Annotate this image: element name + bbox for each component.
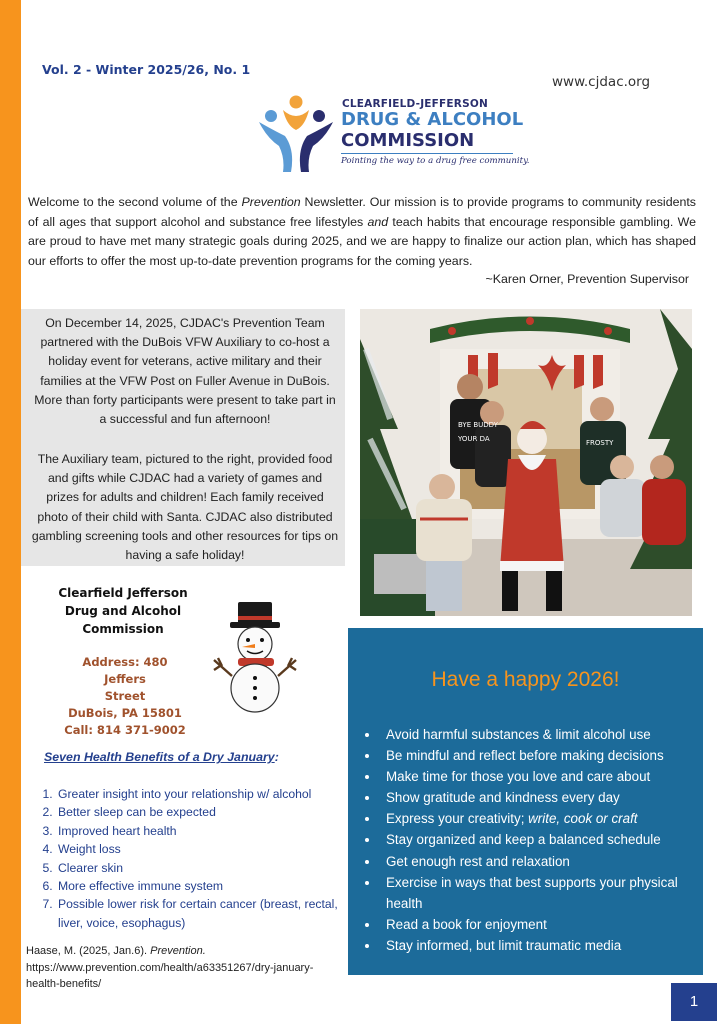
contact-phone[interactable]: Call: 814 371-9002 [64,723,186,737]
citation [26,943,346,993]
tip-item: • Get enough rest and relaxation [380,851,710,872]
contact-name-line1: Clearfield Jefferson [58,586,188,600]
shirt-text-3: FROSTY [586,439,614,447]
address-line1: Address: 480 Jeffers [82,655,168,686]
benefit-item: 2. Better sleep can be expected [56,803,346,821]
tip-item: • Stay organized and keep a balanced schedule [380,829,710,850]
logo-org-line3: COMMISSION [341,130,475,151]
logo-tagline: Pointing the way to a drug free community. [341,156,530,166]
group-photo-with-santa [360,309,692,616]
contact-name-line2: Drug and Alcohol [64,604,182,618]
tips-list [362,724,710,956]
cjdac-logo [255,92,530,174]
contact-org-name [48,584,198,638]
snowman-icon [210,600,302,715]
people-logo-icon [255,92,337,174]
intro-text-1: Welcome to the second volume of the [28,195,242,209]
contact-address [60,654,190,739]
citation-url[interactable]: https://www.prevention.com/health/a63351267/dry-january-health-benefits/ [26,961,314,990]
tip-item: • Show gratitude and kindness every day [380,787,710,808]
tip-creativity-text: Express your creativity; [386,811,529,827]
intro-text-3: teach habits that encourage responsible gambling. We are proud to have met many strategic goals during 2025, and we are happy to finalize our action plan, which has shaped our efforts to offer the most up-to-date prevention programs for the coming years. [28,214,696,268]
new-year-title: Have a happy 2026! [431,668,620,691]
tip-item: • Stay informed, but limit traumatic media [380,935,710,956]
intro-italic-and: and [367,214,389,229]
intro-text-2: Newsletter. Our mission is to provide programs to community residents of all ages that support alcohol and substance free lifestyles [28,195,697,229]
logo-org-line2: DRUG & ALCOHOL [341,109,524,130]
contact-name-line3: Commission [82,622,164,636]
address-line2: Street [104,689,146,703]
address-line3: DuBois, PA 15801 [68,706,182,720]
benefit-item: 1. Greater insight into your relationship w/ alcohol [56,785,346,803]
event-paragraph-1: On December 14, 2025, CJDAC's Prevention Team partnered with the DuBois VFW Auxiliary to co-host a holiday event for veterans, active military and their families at the VFW Post on Fuller Avenue in DuBois. More than forty participants were present to take part in a successful and fun afternoon! [34,316,336,427]
page-number: 1 [671,983,717,1021]
benefit-item: 3. Improved heart health [56,822,346,840]
orange-side-bar [0,0,21,1024]
benefit-item: 5. Clearer skin [56,859,346,877]
new-year-box [348,628,703,975]
tip-item: • Read a book for enjoyment [380,914,710,935]
tip-item: • Avoid harmful substances & limit alcohol use [380,724,710,745]
event-paragraph-2: The Auxiliary team, pictured to the right, provided food and gifts while CJDAC had a variety of games and prizes for adults and children! Each family received photo of their child with Santa. CJDAC also distributed gambling screening tools and other resources for tips on having a safe holiday! [31,452,339,563]
benefits-list [40,785,346,932]
benefit-item: 6. More effective immune system [56,877,346,895]
shirt-text-2: YOUR DA [458,435,490,443]
tip-item: • Make time for those you love and care about [380,766,710,787]
benefit-item: 7. Possible lower risk for certain cancer (breast, rectal, liver, voice, esophagus) [56,895,346,932]
citation-author: Haase, M. (2025, Jan.6). [26,945,151,957]
benefit-item: 4. Weight loss [56,840,346,858]
tip-creativity-italic: write, cook or craft [528,811,638,827]
logo-org-line1: CLEARFIELD-JEFFERSON [342,98,488,110]
citation-source: Prevention. [150,945,206,957]
website-link[interactable]: www.cjdac.org [552,74,651,90]
tip-item: • Be mindful and reflect before making decisions [380,745,710,766]
benefits-title-text: Seven Health Benefits of a Dry January [44,750,275,764]
tip-item-creativity [380,808,710,829]
intro-italic-prevention: Prevention [241,195,301,209]
benefits-heading [44,750,279,764]
intro-signature: ~Karen Orner, Prevention Supervisor [485,272,689,286]
shirt-text-1: BYE BUDDY [458,421,498,429]
volume-label: Vol. 2 - Winter 2025/26, No. 1 [42,62,251,77]
logo-divider [341,153,513,154]
tip-item: • Exercise in ways that best supports your physical health [380,872,710,914]
benefits-title-colon: : [274,750,279,764]
intro-paragraph [28,193,696,271]
